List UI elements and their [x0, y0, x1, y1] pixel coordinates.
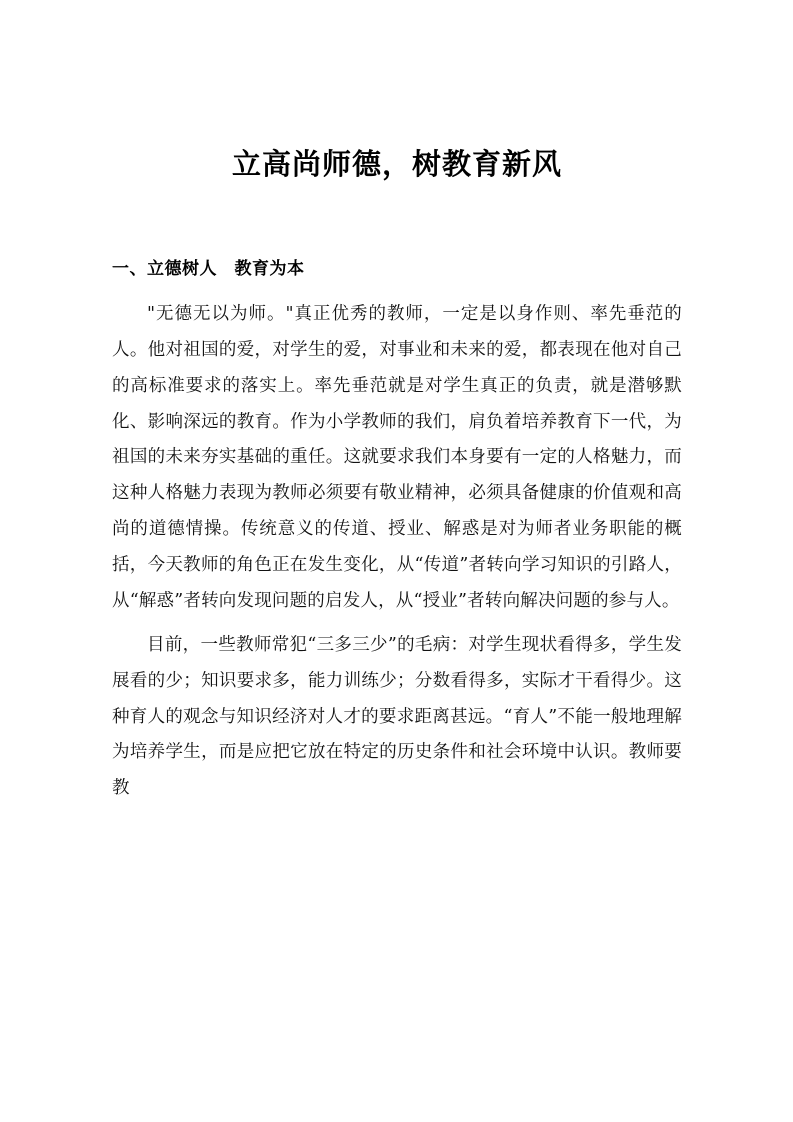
- paragraph-1: "无德无以为师。"真正优秀的教师，一定是以身作则、率先垂范的人。他对祖国的爱，对学生的爱，对事业和未来的爱，都表现在他对自己的高标准要求的落实上。率先垂范就是对学生真正的负责，就是潜够默化、影响深远的教育。作为小学教师的我们，肩负着培养教育下一代，为祖国的未来夯实基础的重任。这就要求我们本身要有一定的人格魅力，而这种人格魅力表现为教师必须要有敬业精神，必须具备健康的价值观和高尚的道德情操。传统意义的传道、授业、解惑是对为师者业务职能的概括，今天教师的角色正在发生变化，从“传道”者转向学习知识的引路人，从“解惑”者转向发现问题的启发人，从“授业”者转向解决问题的参与人。: [112, 303, 682, 611]
- document-content: [112, 0, 682, 807]
- page-title: 立高尚师德，树教育新风: [231, 147, 562, 181]
- section-heading-1: 一、立德树人 教育为本: [112, 258, 305, 279]
- paragraph-2: 目前，一些教师常犯“三多三少”的毛病：对学生现状看得多，学生发展看的少；知识要求多，能力训练少；分数看得多，实际才干看得少。这种育人的观念与知识经济对人才的要求距离甚远。“育人”不能一般地理解为培养学生，而是应把它放在特定的历史条件和社会环境中认识。教师要教: [112, 634, 682, 799]
